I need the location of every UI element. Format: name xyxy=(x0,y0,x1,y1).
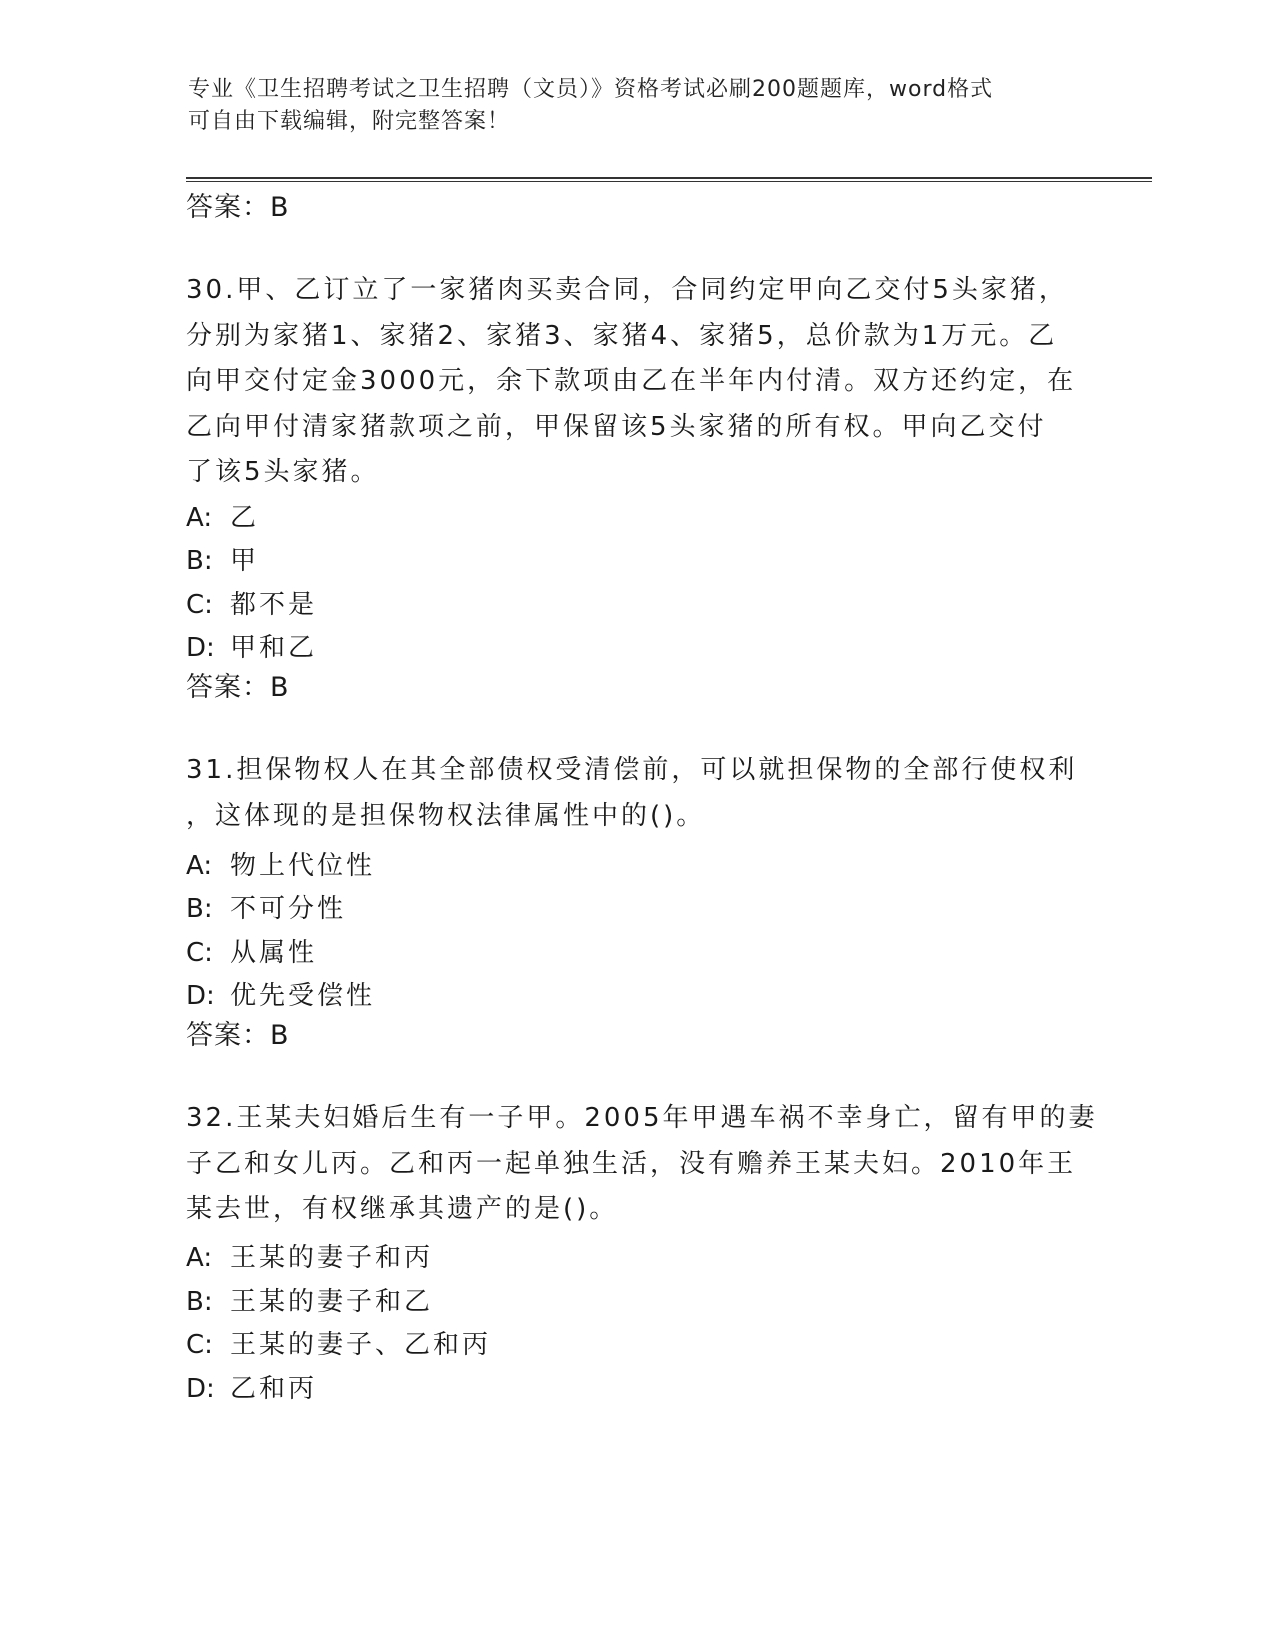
option-text: 乙 xyxy=(230,503,260,533)
option-letter: C: xyxy=(186,938,213,968)
option-letter: B: xyxy=(186,546,213,576)
option-letter: C: xyxy=(186,1330,213,1360)
option-letter: D: xyxy=(186,633,215,663)
option-letter: B: xyxy=(186,1287,213,1317)
option-text: 都不是 xyxy=(230,590,318,620)
question-30-option-c xyxy=(186,587,317,623)
option-letter: A: xyxy=(186,851,213,881)
option-text: 物上代位性 xyxy=(230,851,376,881)
option-text: 甲和乙 xyxy=(230,633,318,663)
question-30-line-4: 乙向甲付清家猪款项之前，甲保留该5头家猪的所有权。甲向乙交付 xyxy=(186,411,1047,442)
question-32-line-2: 子乙和女儿丙。乙和丙一起单独生活，没有赡养王某夫妇。2010年王 xyxy=(186,1148,1077,1179)
question-31-text xyxy=(186,748,1086,839)
answer-previous: 答案：B xyxy=(186,192,290,223)
option-text: 王某的妻子和乙 xyxy=(230,1287,434,1317)
option-letter: B: xyxy=(186,894,213,924)
question-30-answer: 答案：B xyxy=(186,672,290,703)
question-32-line-3: 某去世，有权继承其遗产的是()。 xyxy=(186,1194,619,1224)
question-30-line-3: 向甲交付定金3000元，余下款项由乙在半年内付清。双方还约定，在 xyxy=(186,366,1077,396)
header-line-1: 专业《卫生招聘考试之卫生招聘（文员）》资格考试必刷200题题库，word格式 xyxy=(188,77,994,102)
option-text: 甲 xyxy=(230,546,260,576)
question-30-line-1: 30.甲、乙订立了一家猪肉买卖合同，合同约定甲向乙交付5头家猪， xyxy=(186,275,1068,305)
option-text: 优先受偿性 xyxy=(230,981,376,1011)
header-divider-thin xyxy=(186,181,1152,182)
option-text: 王某的妻子和丙 xyxy=(230,1243,434,1273)
question-30-option-a xyxy=(186,500,259,536)
option-text: 王某的妻子、乙和丙 xyxy=(230,1330,492,1360)
question-32-line-1: 32.王某夫妇婚后生有一子甲。2005年甲遇车祸不幸身亡，留有甲的妻 xyxy=(186,1103,1098,1133)
option-text: 乙和丙 xyxy=(230,1374,318,1404)
option-letter: A: xyxy=(186,1243,213,1273)
question-31-option-b xyxy=(186,891,346,927)
question-30-option-b xyxy=(186,543,259,579)
option-letter: D: xyxy=(186,1374,215,1404)
question-32-option-a xyxy=(186,1240,433,1276)
header-divider-thick xyxy=(186,177,1152,179)
question-31-option-d xyxy=(186,978,375,1014)
question-32-option-d xyxy=(186,1371,317,1407)
question-31-line-2: ，这体现的是担保物权法律属性中的()。 xyxy=(186,800,706,831)
question-30-line-5: 了该5头家猪。 xyxy=(186,457,380,487)
question-31-answer: 答案：B xyxy=(186,1020,290,1051)
question-30-line-2: 分别为家猪1、家猪2、家猪3、家猪4、家猪5，总价款为1万元。乙 xyxy=(186,320,1058,351)
question-31-option-a xyxy=(186,848,375,884)
question-32-option-b xyxy=(186,1284,433,1320)
option-text: 从属性 xyxy=(230,938,318,968)
option-text: 不可分性 xyxy=(230,894,347,924)
option-letter: D: xyxy=(186,981,215,1011)
question-30-text xyxy=(186,268,1086,496)
question-31-option-c xyxy=(186,935,317,971)
question-32-text xyxy=(186,1096,1098,1233)
option-letter: C: xyxy=(186,590,213,620)
question-30-option-d xyxy=(186,630,317,666)
question-32-option-c xyxy=(186,1327,491,1363)
option-letter: A: xyxy=(186,503,213,533)
question-31-line-1: 31.担保物权人在其全部债权受清偿前，可以就担保物的全部行使权利 xyxy=(186,755,1078,785)
header-line-2: 可自由下载编辑，附完整答案！ xyxy=(188,109,511,134)
document-header xyxy=(188,74,1088,138)
